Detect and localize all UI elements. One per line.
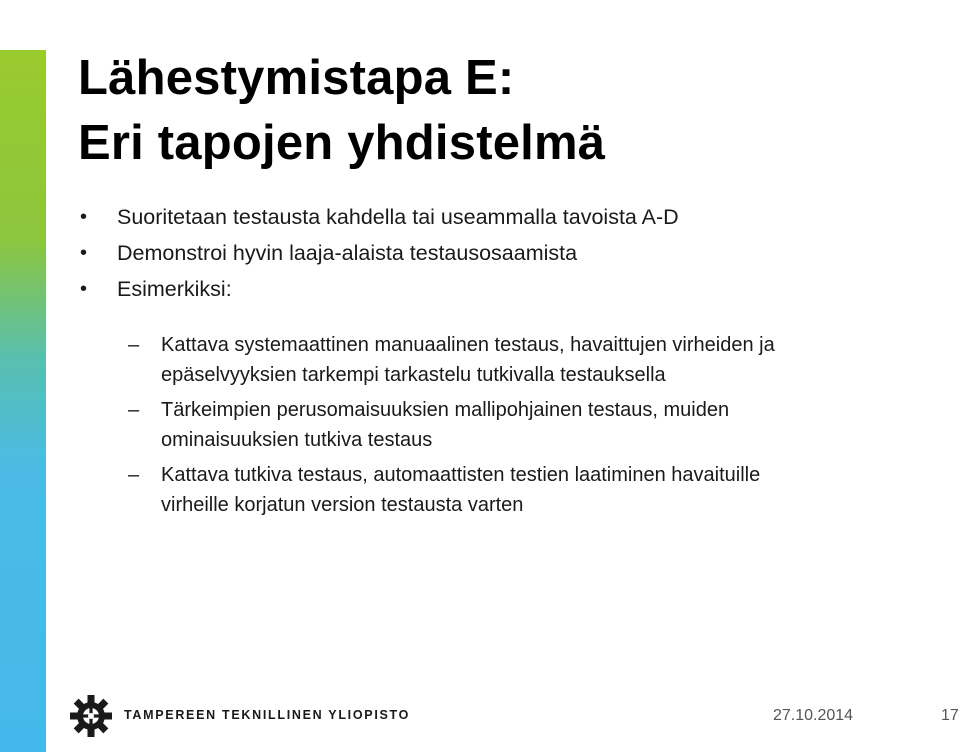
footer-date: 27.10.2014 bbox=[773, 707, 854, 724]
title-line-1: Lähestymistapa E: bbox=[78, 51, 515, 105]
sub-bullet-item bbox=[128, 460, 938, 520]
bullet-item bbox=[80, 277, 940, 302]
sub-bullet-line: virheille korjatun version testausta varten bbox=[161, 494, 524, 516]
dash-marker: – bbox=[128, 464, 140, 486]
dash-marker: – bbox=[128, 399, 140, 421]
university-name: TAMPEREEN TEKNILLINEN YLIOPISTO bbox=[124, 708, 411, 722]
bullet-list bbox=[80, 205, 940, 313]
sub-bullet-line: epäselvyyksien tarkempi tarkastelu tutkivalla testauksella bbox=[161, 364, 666, 386]
bullet-text: Suoritetaan testausta kahdella tai useammalla tavoista A-D bbox=[117, 205, 679, 229]
bullet-item bbox=[80, 205, 940, 230]
sub-bullet-list bbox=[128, 330, 938, 525]
bullet-marker: • bbox=[80, 206, 88, 228]
title-line-2: Eri tapojen yhdistelmä bbox=[78, 116, 606, 170]
dash-marker: – bbox=[128, 334, 140, 356]
bullet-item bbox=[80, 241, 940, 266]
bullet-text: Esimerkiksi: bbox=[117, 277, 232, 301]
side-color-bar bbox=[0, 0, 46, 752]
sub-bullet-line: Kattava tutkiva testaus, automaattisten testien laatiminen havaituille bbox=[161, 464, 761, 486]
sub-bullet-item bbox=[128, 395, 938, 455]
bullet-marker: • bbox=[80, 242, 88, 264]
bullet-text: Demonstroi hyvin laaja-alaista testausosaamista bbox=[117, 241, 578, 265]
sub-bullet-line: ominaisuuksien tutkiva testaus bbox=[161, 429, 433, 451]
sub-bullet-line: Tärkeimpien perusomaisuuksien mallipohjainen testaus, muiden bbox=[161, 399, 730, 421]
page-number: 17 bbox=[941, 707, 959, 724]
sub-bullet-item bbox=[128, 330, 938, 390]
slide-title bbox=[78, 46, 605, 176]
bullet-marker: • bbox=[80, 278, 88, 300]
gear-icon bbox=[70, 695, 112, 737]
sub-bullet-line: Kattava systemaattinen manuaalinen testaus, havaittujen virheiden ja bbox=[161, 334, 775, 356]
